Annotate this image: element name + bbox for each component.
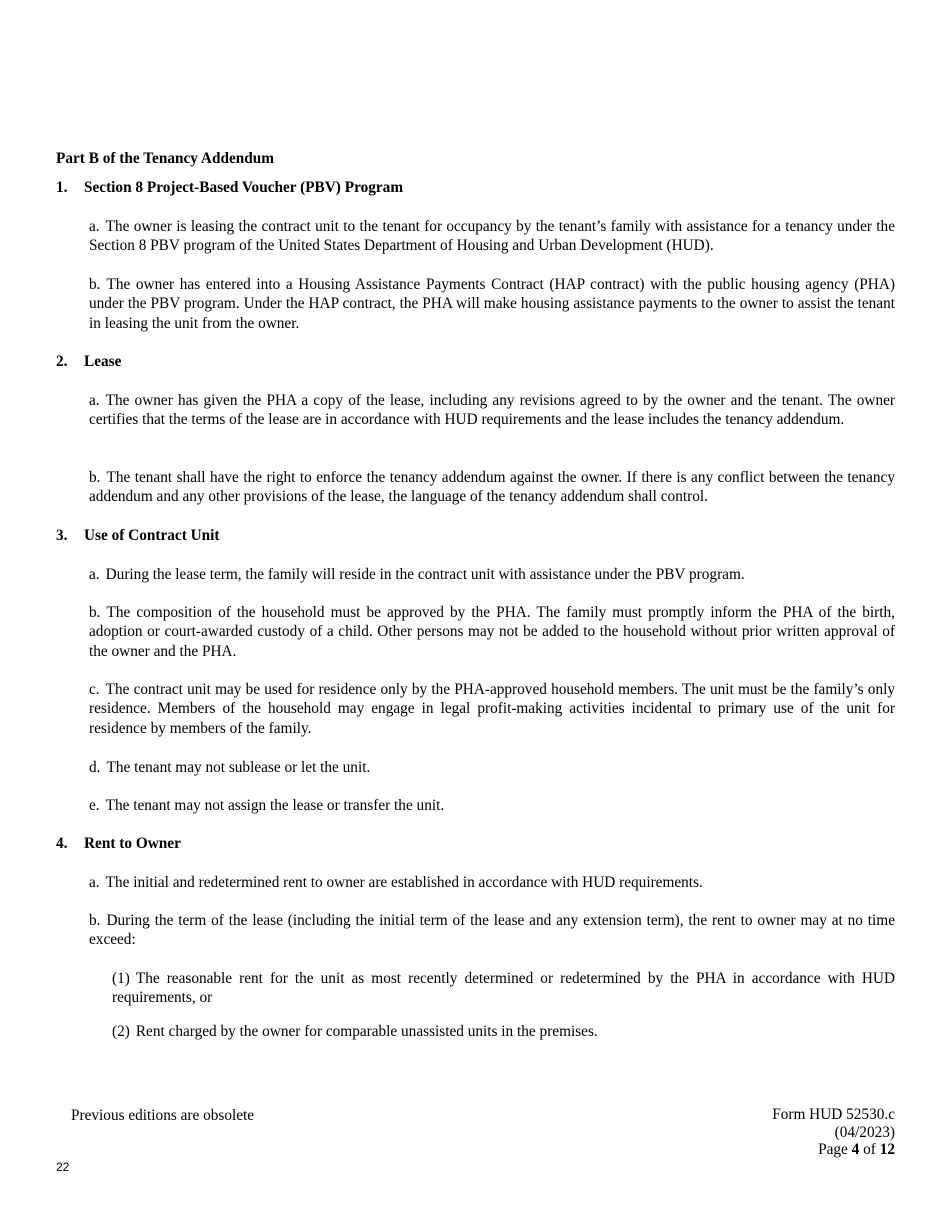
section-3-para-e — [89, 796, 895, 815]
para-label: a. — [89, 566, 100, 583]
para-text: The owner has given the PHA a copy of the lease, including any revisions agreed to by the owner and the tenant. The owner certifies that the terms of the lease are in accordance with HUD requirements and the lease includes the tenancy addendum. — [89, 392, 895, 429]
para-text: The owner is leasing the contract unit to the tenant for occupancy by the tenant’s family with assistance for a tenancy under the Section 8 PBV program of the United States Department of Housing and Urban Development (HUD). — [89, 218, 895, 255]
section-title: Lease — [84, 353, 122, 370]
section-number: 2. — [56, 353, 68, 370]
para-text: The contract unit may be used for residence only by the PHA-approved household members. The unit must be the family’s only residence. Members of the household may engage in legal profit-making activities incidental to primary use of the unit for residence by members of the family. — [89, 681, 895, 737]
footer-form-info — [772, 1106, 895, 1159]
para-label: b. — [89, 604, 101, 621]
para-text: The tenant shall have the right to enforce the tenancy addendum against the owner. If there is any conflict between the tenancy addendum and any other provisions of the lease, the language of the tenancy addendum shall control. — [89, 469, 895, 506]
page-word: Page — [818, 1141, 848, 1158]
subpara-label: (2) — [112, 1023, 130, 1040]
page-of-word: of — [863, 1141, 876, 1158]
section-4-para-b — [89, 911, 895, 950]
para-label: d. — [89, 759, 101, 776]
para-text: The composition of the household must be approved by the PHA. The family must promptly inform the PHA of the birth, adoption or court-awarded custody of a child. Other persons may not be added to the household without prior written approval of the owner and the PHA. — [89, 604, 895, 660]
section-4-subpara-2 — [112, 1022, 895, 1041]
page-total: 12 — [879, 1141, 895, 1158]
part-title: Part B of the Tenancy Addendum — [56, 150, 275, 167]
section-1-heading — [56, 178, 403, 197]
section-2-para-b — [89, 468, 895, 507]
section-1-para-a — [89, 217, 895, 256]
footer-obsolete-note: Previous editions are obsolete — [71, 1107, 255, 1124]
para-label: a. — [89, 874, 100, 891]
para-text: The owner has entered into a Housing Assistance Payments Contract (HAP contract) with the public housing agency (PHA) under the PBV program. Under the HAP contract, the PHA will make housing assistance payments to the owner to assist the tenant in leasing the unit from the owner. — [89, 276, 895, 332]
subpara-label: (1) — [112, 970, 130, 987]
subpara-text: The reasonable rent for the unit as most recently determined or redetermined by the PHA in accordance with HUD requirements, or — [112, 970, 895, 1007]
section-3-para-d — [89, 758, 895, 777]
section-title: Use of Contract Unit — [84, 527, 220, 544]
para-text: The tenant may not sublease or let the unit. — [106, 759, 371, 776]
page-current: 4 — [851, 1141, 860, 1158]
section-3-para-b — [89, 603, 895, 661]
section-number: 1. — [56, 179, 68, 196]
para-label: e. — [89, 797, 100, 814]
para-text: The initial and redetermined rent to owner are established in accordance with HUD requirements. — [105, 874, 703, 891]
section-4-para-a — [89, 873, 895, 892]
section-3-para-c — [89, 680, 895, 738]
para-label: b. — [89, 276, 101, 293]
section-2-para-a — [89, 391, 895, 430]
section-3-para-a — [89, 565, 895, 584]
para-text: The tenant may not assign the lease or transfer the unit. — [105, 797, 445, 814]
para-label: a. — [89, 392, 100, 409]
page-number: 22 — [56, 1160, 70, 1174]
section-4-heading — [56, 834, 181, 853]
section-4-subpara-1 — [112, 969, 895, 1008]
page-indicator — [772, 1141, 895, 1159]
para-label: b. — [89, 469, 101, 486]
para-label: c. — [89, 681, 100, 698]
section-number: 3. — [56, 527, 68, 544]
para-label: b. — [89, 912, 101, 929]
section-3-heading — [56, 526, 220, 545]
section-title: Rent to Owner — [84, 835, 181, 852]
para-text: During the lease term, the family will reside in the contract unit with assistance under the PBV program. — [105, 566, 745, 583]
section-2-heading — [56, 352, 121, 371]
para-label: a. — [89, 218, 100, 235]
form-date: (04/2023) — [834, 1123, 895, 1141]
section-number: 4. — [56, 835, 68, 852]
subpara-text: Rent charged by the owner for comparable unassisted units in the premises. — [135, 1023, 598, 1040]
para-text: During the term of the lease (including the initial term of the lease and any extension term), the rent to owner may at no time exceed: — [89, 912, 895, 949]
form-id: Form HUD 52530.c — [772, 1106, 895, 1123]
section-1-para-b — [89, 275, 895, 333]
section-title: Section 8 Project-Based Voucher (PBV) Program — [84, 179, 404, 196]
